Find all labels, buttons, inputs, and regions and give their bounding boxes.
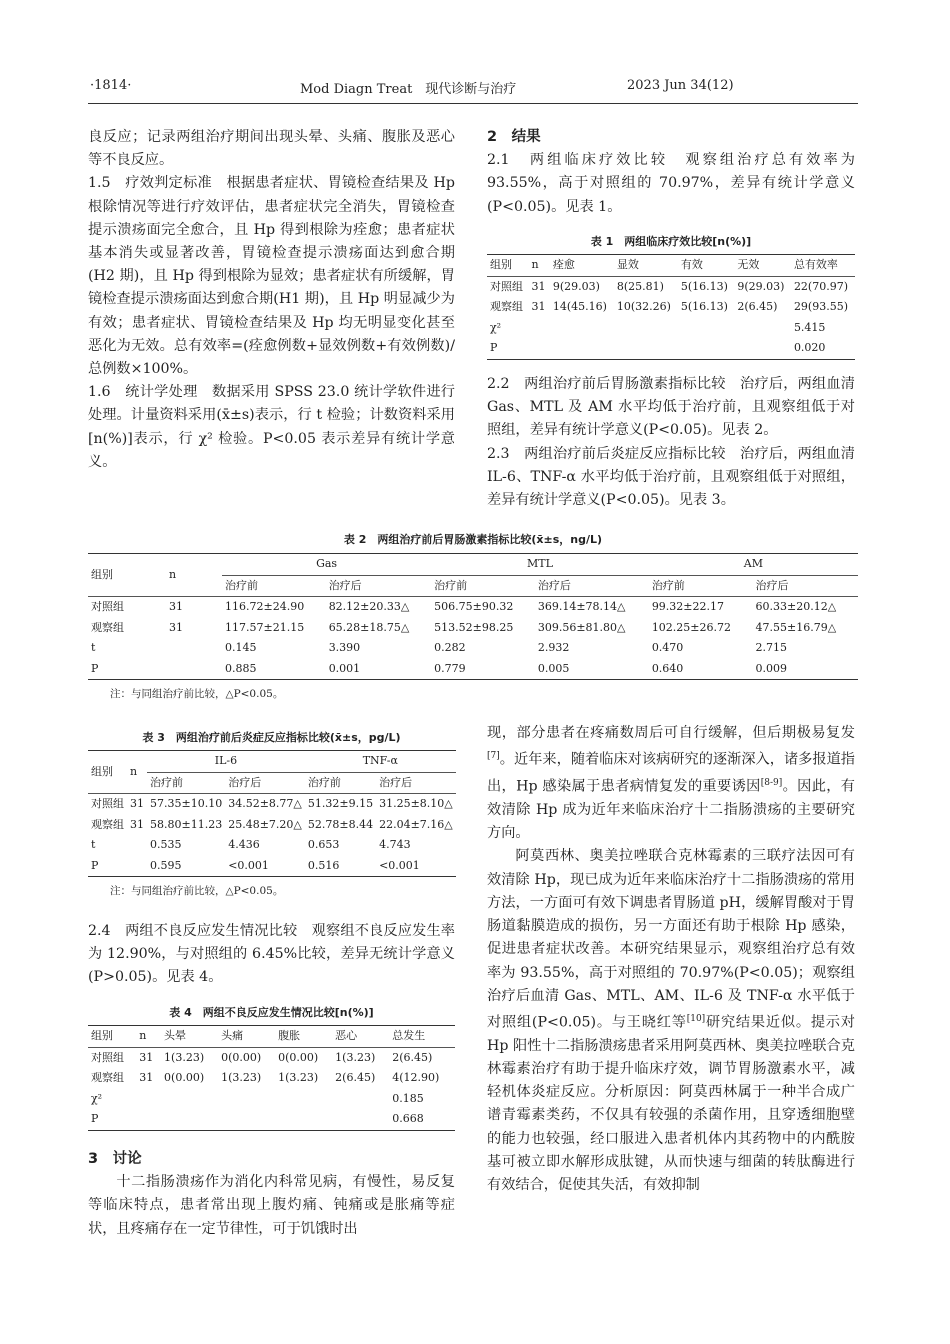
table-cell: 0.282 [434,641,466,654]
table-4-caption: 表 4 两组不良反应发生情况比较[n(%)] [169,1006,374,1019]
table-cell: 0.640 [651,661,684,675]
table-cell: 2.715 [755,641,787,654]
table-cell: 34.52±8.77△ [228,797,302,810]
table-cell: 25.48±7.20△ [228,817,302,831]
table-cell: 2.932 [537,641,570,654]
table-header-row [487,255,855,277]
table-cell: 116.72±24.90 [225,600,305,613]
table-cell: 总有效率 [793,258,838,271]
table-cell: 102.25±26.72 [651,620,732,634]
table-cell: 57.35±10.10 [150,797,223,810]
table-cell: 观察组 [91,1071,124,1084]
table-cell [218,1109,275,1130]
table-cell: 82.12±20.33△ [328,600,410,613]
table-cell: 治疗前 [307,775,341,789]
table-cell: 4(12.90) [392,1071,440,1084]
table-cell [550,318,614,339]
table-cell: 有效 [680,258,703,271]
table-cell: P [91,1112,99,1125]
table-cell: χ² [490,320,502,334]
table-cell [275,1109,332,1130]
paragraph-1-6: 1.6 统计学处理 数据采用 SPSS 23.0 统计学软件进行处理。计量资料采用(x̄±s)表示，行 t 检验；计数资料采用[n(%)]表示，行 χ² 检验。P<0.05 表示差异有统计学意义。 [88,384,455,470]
table-cell: 2(6.45) [335,1071,376,1084]
table-row [487,338,855,359]
table-cell: 治疗前 [225,578,258,592]
table-cell [166,638,222,659]
table-cell: 恶心 [335,1029,358,1042]
left-column-2-4 [88,920,455,990]
table-cell: 58.80±11.23 [150,817,223,831]
table-cell: 5(16.13) [680,300,728,313]
table-cell: 观察组 [490,300,523,313]
table-3 [88,729,455,898]
running-header [90,78,855,102]
table-cell: 0.668 [392,1112,424,1125]
table-row [88,794,456,815]
left-column-top [88,126,455,474]
table-cell: 组别 [88,751,127,794]
table-row [88,659,858,680]
table-cell: 0.005 [537,661,570,675]
table-cell: n [166,554,222,597]
table-cell [127,856,147,877]
table-cell [550,338,614,359]
table-row [88,1109,455,1130]
table-cell [136,1089,161,1110]
table-cell: 2(6.45) [737,300,778,313]
table-cell [734,338,791,359]
table-cell: 对照组 [490,279,523,293]
table-row [487,318,855,339]
table-row [88,835,456,856]
table-cell: 3.390 [328,641,361,654]
table-cell: <0.001 [379,858,420,872]
paragraph-discussion-cont: 现，部分患者在疼痛数周后可自行缓解，但后期极易复发[7]。近年来，随着临床对该病研究的逐渐深入，诸多报道指出，Hp 感染属于患者病情复发的重要诱因[8-9]。因此，有效清除 Hp 成为近年来临床治疗十二指肠溃疡的主要研究方向。 [487,725,855,842]
table-cell: MTL [431,554,649,576]
table-cell [127,835,147,856]
table-cell: 对照组 [91,1050,124,1064]
table-cell: 31 [130,817,144,831]
table-row [88,856,456,877]
table-cell: 治疗后 [228,775,262,789]
table-cell: 0(0.00) [278,1050,319,1064]
table-row [88,815,456,836]
table-cell: 0.779 [434,661,466,675]
table-cell [529,338,550,359]
table-cell: t [91,641,96,654]
table-header-row [88,751,456,773]
table-cell: P [490,341,498,354]
table-cell: IL-6 [147,751,305,773]
table-1-caption: 表 1 两组临床疗效比较[n(%)] [590,235,752,248]
table-cell: 65.28±18.75△ [328,620,410,634]
table-cell: 0.145 [225,641,257,654]
table-cell: 1(3.23) [278,1071,319,1084]
table-cell [218,1089,275,1110]
table-cell: 506.75±90.32 [434,600,514,613]
section-heading-results: 2 结果 [487,129,541,145]
table-cell: 组别 [88,554,166,597]
table-cell [614,338,678,359]
table-cell: <0.001 [228,858,269,872]
paragraph-discussion-2: 阿莫西林、奥美拉唑联合克林霉素的三联疗法因可有效清除 Hp，现已成为近年来临床治疗十二指肠溃疡的常用方法，一方面可有效下调患者胃肠道 pH，缓解胃酸对于胃肠道黏膜造成的损伤，另一方面还有助于根除 Hp 感染，促进患者症状改善。本研究结果显示，观察组治疗总有效率为 93.55%，高于对照组的 70.97%(P<0.05)；观察组治疗后血清 Gas、MTL、AM、IL-6 及 TNF-α 水平低于对照组(P<0.05)。与王晓红等[10]研究结果近似。提示对 Hp 阳性十二指肠溃疡患者采用阿莫西林、奥美拉唑联合克林霉素治疗有助于提升临床疗效，调节胃肠激素水平，减轻机体炎症反应。分析原因：阿莫西林属于一种半合成广谱青霉素类药，不仅具有较强的杀菌作用，且穿透细胞壁的能力也较强，经口服进入患者机体内其药物中的内酰胺基可被立即水解形成肽键，从而快速与细菌的转肽酶进行有效结合，促使其失活，有效抑制 [487,848,855,1194]
table-row [88,597,858,618]
table-3-note: 注：与同组治疗前比较，△P<0.05。 [110,885,284,897]
table-cell: 对照组 [91,600,124,613]
table-cell: t [91,838,96,851]
table-cell: 31 [531,279,546,293]
table-cell: 对照组 [91,797,124,810]
table-cell: Gas [222,554,431,576]
table-cell: 治疗后 [328,578,362,592]
table-cell: 14(45.16) [552,300,607,313]
table-3-grid [88,750,456,877]
table-cell: 2(6.45) [392,1050,433,1064]
table-cell: 痊愈 [552,258,575,271]
table-2-grid [88,553,858,680]
table-cell: 0(0.00) [221,1050,262,1064]
table-cell [734,318,791,339]
table-cell: 显效 [616,258,639,271]
table-row [487,276,855,297]
table-cell: 5(16.13) [680,279,728,293]
table-4 [88,1004,455,1131]
table-cell: 369.14±78.14△ [537,600,626,613]
table-cell: χ² [91,1091,103,1105]
table-cell [529,318,550,339]
citation: [8-9] [760,778,783,789]
table-cell: 治疗前 [434,578,468,592]
paragraph-discussion-1: 十二指肠溃疡作为消化内科常见病，有慢性，易反复等临床特点，患者常出现上腹灼痛、钝痛或是胀痛等症状，且疼痛存在一定节律性，可于饥饿时出 [88,1174,455,1237]
table-1-grid [487,254,855,360]
table-cell: 4.436 [228,838,260,851]
table-4-grid [88,1025,455,1131]
table-cell: 治疗后 [755,578,789,592]
table-cell: 22.04±7.16△ [379,817,453,831]
table-cell: 52.78±8.44 [307,817,374,831]
citation: [7] [487,751,500,762]
table-cell [332,1109,389,1130]
table-cell: 治疗后 [537,578,571,592]
table-cell: 组别 [490,258,512,271]
table-cell: 0.009 [755,661,787,675]
table-cell [614,318,678,339]
table-row [88,1089,455,1110]
right-column-top [487,126,855,219]
table-cell: 309.56±81.80△ [537,620,626,634]
table-cell: 0.020 [793,341,826,354]
table-cell: 9(29.03) [737,279,785,293]
table-cell: 总发生 [392,1029,426,1042]
table-cell: 0.885 [225,661,257,675]
table-row [487,297,855,318]
table-cell [161,1109,218,1130]
paragraph-1-5: 1.5 疗效判定标准 根据患者症状、胃镜检查结果及 Hp 根除情况等进行疗效评估，患者症状完全消失，胃镜检查提示溃疡面完全愈合，且 Hp 得到根除为痊愈；患者症状基本消失或显著改善，胃镜检查提示溃疡面达到愈合期(H2 期)，且 Hp 得到根除为显效；患者症状有所缓解，胃镜检查提示溃疡面达到愈合期(H1 期)，且 Hp 明显减少为有效；患者症状、胃镜检查结果及 Hp 均无明显变化甚至恶化为无效。总有效率=(痊愈例数+显效例数+有效例数)/总例数×100%。 [88,175,455,378]
table-cell: 31 [169,600,183,613]
table-cell: 0(0.00) [164,1071,205,1084]
table-row [88,1068,455,1089]
table-cell: 0.595 [150,858,182,872]
table-cell: AM [649,554,858,576]
table-cell: 4.743 [379,838,411,851]
table-cell [166,659,222,680]
table-cell: 0.185 [392,1091,424,1105]
table-header-row [88,1026,455,1048]
table-cell: 头晕 [164,1029,187,1042]
table-cell: 31 [169,620,183,634]
table-row [88,638,858,659]
table-cell: 1(3.23) [221,1071,262,1084]
paragraph-2-3: 2.3 两组治疗前后炎症反应指标比较 治疗后，两组血清 IL-6、TNF-α 水平均低于治疗前，且观察组低于对照组，差异有统计学意义(P<0.05)。见表 3。 [487,445,855,509]
paragraph-2-4: 2.4 两组不良反应发生情况比较 观察组不良反应发生率为 12.90%，与对照组的 6.45%比较，差异无统计学意义(P>0.05)。见表 4。 [88,923,455,986]
table-cell: n [127,751,147,794]
right-column-lower [487,722,855,1197]
table-cell: 31.25±8.10△ [379,797,453,810]
table-cell: P [91,661,99,675]
table-row [88,618,858,639]
table-cell [275,1089,332,1110]
table-2-caption: 表 2 两组治疗前后胃肠激素指标比较(x̄±s，ng/L) [343,533,603,546]
table-cell [136,1109,161,1130]
table-cell: 头痛 [221,1029,244,1042]
table-cell: 1(3.23) [164,1050,205,1064]
table-cell: 22(70.97) [793,279,849,293]
table-cell: 1(3.23) [335,1050,376,1064]
table-cell: 0.470 [651,641,684,654]
table-cell: 组别 [91,1029,113,1042]
table-cell [678,318,735,339]
citation: [10] [686,1013,706,1024]
table-cell: n [531,258,539,271]
paragraph: 良反应；记录两组治疗期间出现头晕、头痛、腹胀及恶心等不良反应。 [88,129,455,169]
table-cell: 治疗前 [150,775,183,789]
table-cell: 31 [139,1071,154,1084]
right-column-mid [487,373,855,512]
table-cell: 治疗前 [651,578,685,592]
table-header-row [88,554,858,576]
table-2-note: 注：与同组治疗前比较，△P<0.05。 [110,688,284,700]
table-3-caption: 表 3 两组治疗前后炎症反应指标比较(x̄±s，pg/L) [142,731,401,744]
table-cell: 5.415 [793,320,826,334]
table-cell: 10(32.26) [616,300,671,313]
table-cell: 观察组 [91,620,124,634]
table-cell: 0.001 [328,661,361,675]
table-row [88,1047,455,1068]
left-column-discussion [88,1148,455,1241]
table-cell: TNF-α [305,751,456,773]
table-cell: 51.32±9.15 [307,797,374,810]
table-cell: 0.516 [307,858,340,872]
table-cell: 29(93.55) [793,300,849,313]
table-1 [487,233,855,360]
table-cell: 99.32±22.17 [651,600,725,613]
header-rule [88,103,858,104]
table-cell: 治疗后 [379,775,413,789]
paragraph-2-2: 2.2 两组治疗前后胃肠激素指标比较 治疗后，两组血清 Gas、MTL 及 AM 水平均低于治疗前，且观察组低于对照组，差异有统计学意义(P<0.05)。见表 2。 [487,376,855,439]
table-cell [161,1089,218,1110]
table-cell: 31 [139,1050,154,1064]
table-cell: 观察组 [91,817,124,831]
table-cell: 无效 [737,258,760,271]
page-number: ·1814· [90,78,132,93]
table-cell: 0.653 [307,838,340,851]
table-cell: 47.55±16.79△ [755,620,837,634]
table-cell: 513.52±98.25 [434,620,514,634]
table-cell: 31 [531,300,546,313]
table-cell: 0.535 [150,838,182,851]
table-cell: 8(25.81) [616,279,664,293]
journal-name: Mod Diagn Treat 现代诊断与治疗 [300,82,517,97]
table-cell [678,338,735,359]
table-cell: n [139,1029,147,1042]
table-cell: 60.33±20.12△ [755,600,837,613]
table-2 [88,531,858,701]
table-cell: 腹胀 [278,1029,301,1042]
table-cell: 9(29.03) [552,279,600,293]
paragraph-2-1: 2.1 两组临床疗效比较 观察组治疗总有效率为 93.55%，高于对照组的 70.97%，差异有统计学意义(P<0.05)。见表 1。 [487,152,855,215]
table-cell [332,1089,389,1110]
issue-date: 2023 Jun 34(12) [627,78,734,93]
table-cell: 31 [130,797,144,810]
table-cell: 117.57±21.15 [225,620,305,634]
table-cell: P [91,858,99,872]
section-heading-discussion: 3 讨论 [88,1151,142,1167]
